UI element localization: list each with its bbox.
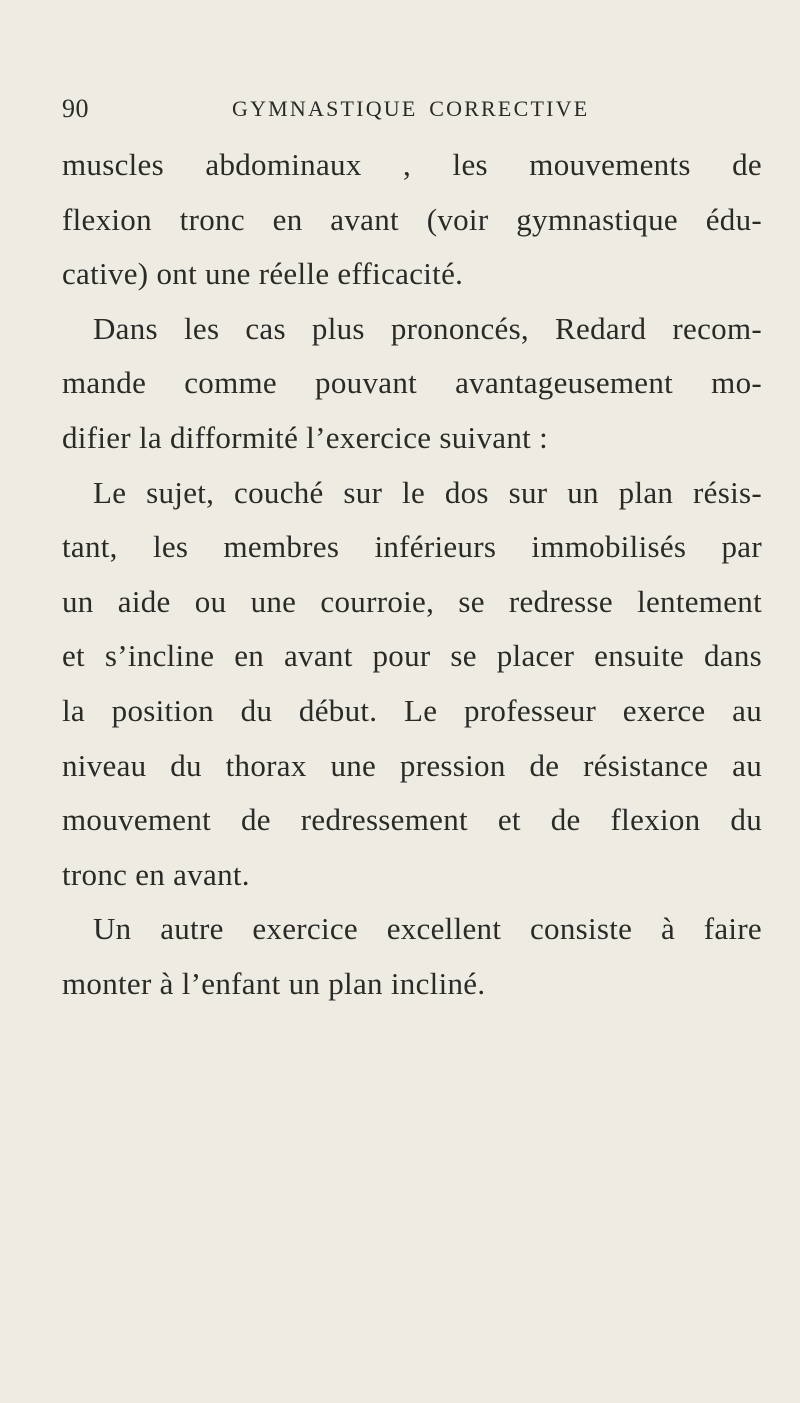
- text-line: monter à l’enfant un plan incliné.: [62, 965, 486, 1001]
- running-title: GYMNASTIQUE CORRECTIVE: [232, 96, 590, 121]
- page-header: [62, 94, 754, 124]
- text-line: mande comme pouvant avantageusement mo-: [62, 365, 762, 401]
- text-line: cative) ont une réelle efficacité.: [62, 256, 464, 292]
- text-line: difier la difformité l’exercice suivant :: [62, 419, 549, 455]
- text-line: Le sujet, couché sur le dos sur un plan résis-: [93, 474, 762, 510]
- text-line: mouvement de redressement et de flexion du: [62, 802, 762, 838]
- page-number: 90: [62, 94, 89, 123]
- text-line: Un autre exercice excellent consiste à faire: [93, 911, 762, 947]
- text-line: et s’incline en avant pour se placer ensuite dans: [62, 638, 762, 674]
- text-line: un aide ou une courroie, se redresse lentement: [62, 583, 762, 619]
- text-line: niveau du thorax une pression de résistance au: [62, 747, 762, 783]
- text-line: flexion tronc en avant (voir gymnastique édu-: [62, 201, 762, 237]
- text-line: muscles abdominaux , les mouvements de: [62, 147, 762, 182]
- text-line: la position du début. Le professeur exerce au: [62, 692, 762, 728]
- text-line: Dans les cas plus prononcés, Redard recom-: [93, 310, 762, 346]
- text-line: tronc en avant.: [62, 856, 250, 892]
- text-line: tant, les membres inférieurs immobilisés par: [62, 529, 762, 565]
- body-text: [62, 138, 762, 1012]
